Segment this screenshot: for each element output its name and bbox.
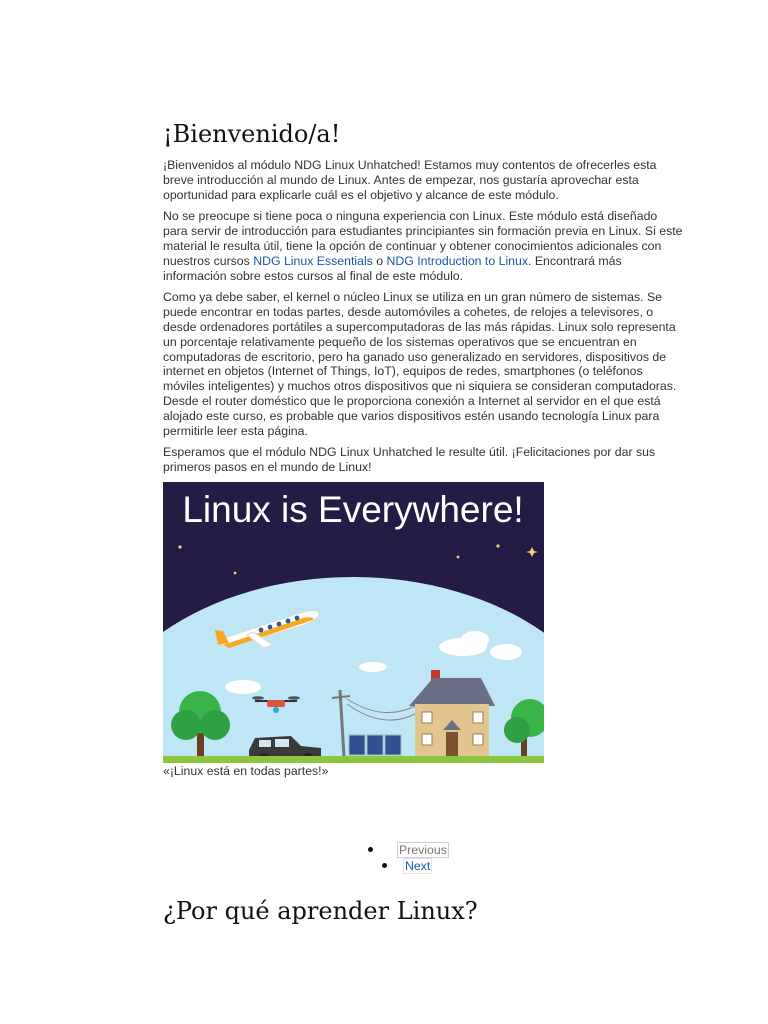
pagination (163, 842, 683, 874)
experience-text-start: No se preocupe si tiene poca o ninguna experiencia con Linux. Este módulo está diseñado para servir de introducción para estudiantes principiantes sin formación previa en Linux. Si este material le resulta útil, tiene la opción de continuar y obtener conocimientos adicionales con nuestros cursos (163, 209, 683, 268)
previous-button[interactable]: Previous (399, 843, 447, 857)
illustration-title: Linux is Everywhere! (182, 488, 524, 530)
article (163, 112, 683, 925)
kernel-paragraph: Como ya debe saber, el kernel o núcleo Linux se utiliza en un gran número de sistemas. Se puede encontrar en todas partes, desde automóviles a cohetes, de relojes a televisores, o desde ordenadores portátiles a supercomputadoras de las más rápidas. Linux solo representa un porcentaje relativamente pequeño de los sistemas operativos que se encuentran en computadoras de escritorio, pero ha ganado uso generalizado en servidores, dispositivos de internet en objetos (Internet of Things, IoT), equipos de redes, smartphones (o teléfonos móviles inteligentes) y muchos otros dispositivos que ni siquiera se consideran computadoras. Desde el router doméstico que le proporciona conexión a Internet al servidor en el que está alojado este curso, es probable que varios dispositivos estén usando tecnología Linux para permitirle leer esta página. (163, 290, 677, 438)
grass (163, 756, 544, 763)
closing-paragraph: Esperamos que el módulo NDG Linux Unhatched le resulte útil. ¡Felicitaciones por dar sus primeros pasos en el mundo de Linux! (163, 445, 656, 475)
linux-everywhere-illustration (163, 482, 544, 763)
experience-paragraph (163, 209, 683, 283)
list-bullet (368, 847, 373, 852)
pager-item-previous (163, 842, 683, 858)
list-bullet (382, 863, 387, 868)
intro-paragraph: ¡Bienvenidos al módulo NDG Linux Unhatched! Estamos muy contentos de ofrecerles esta breve introducción al mundo de Linux. Antes de empezar, nos gustaría aprovechar esta oportunidad para explicarle cuál es el objetivo y alcance de este módulo. (163, 158, 657, 202)
pager-item-next (163, 858, 683, 874)
next-button[interactable]: Next (405, 859, 431, 873)
section-heading: ¿Por qué aprender Linux? (163, 897, 478, 925)
page-title: ¡Bienvenido/a! (163, 120, 341, 148)
figure-caption: «¡Linux está en todas partes!» (163, 763, 329, 778)
solar-panels (349, 735, 401, 755)
experience-text-middle: o (372, 253, 387, 268)
experience-text-end: . Encontrará más información sobre estos cursos al final de este módulo. (163, 253, 622, 283)
ndg-linux-essentials-link[interactable]: NDG Linux Essentials (253, 253, 373, 268)
ndg-intro-to-linux-link[interactable]: NDG Introduction to Linux (386, 253, 529, 268)
